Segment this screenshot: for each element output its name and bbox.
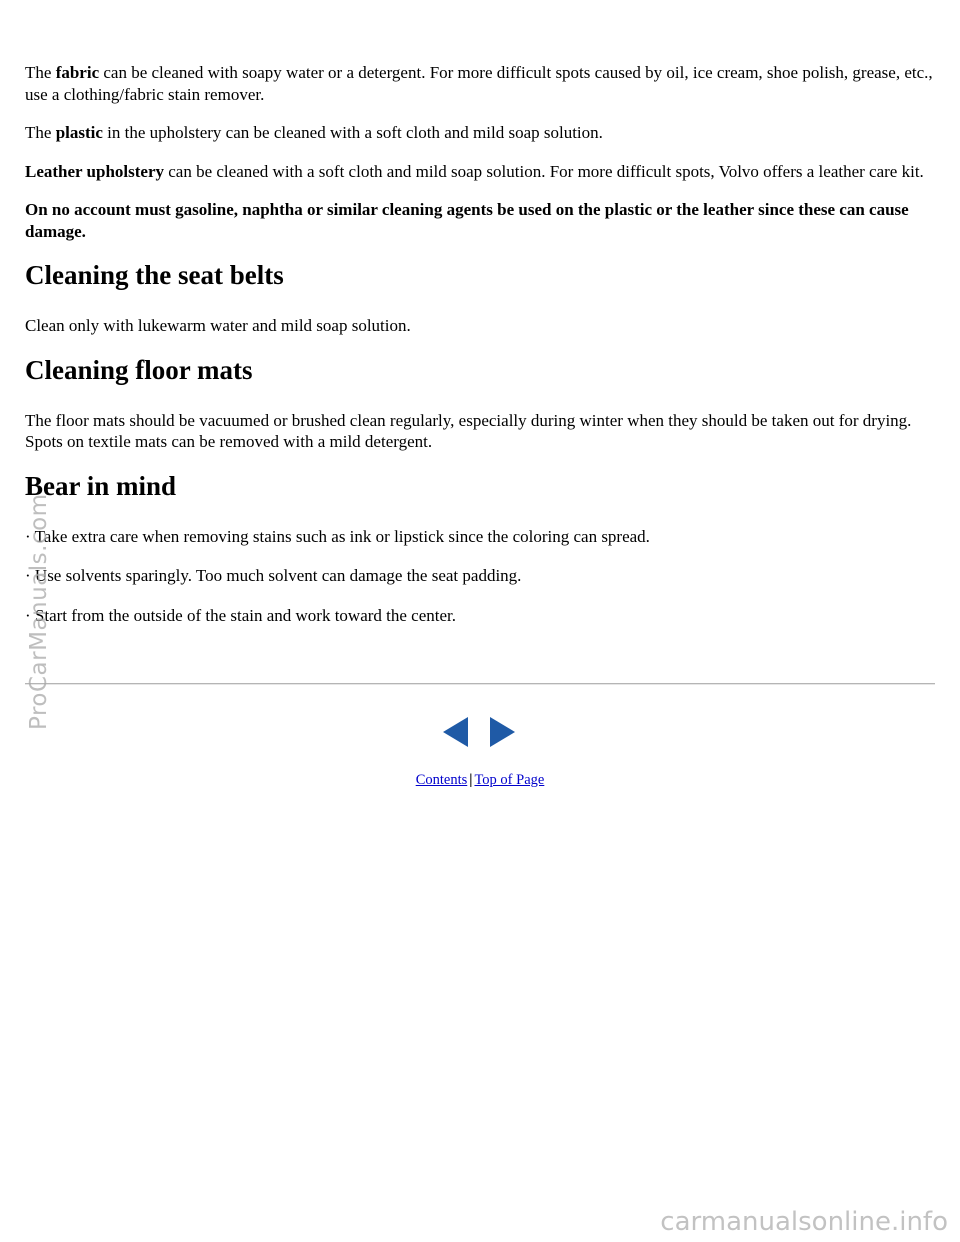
previous-page-button[interactable] — [443, 717, 469, 747]
arrow-left-shape — [443, 717, 468, 747]
floor-mats-heading: Cleaning floor mats — [25, 354, 253, 385]
floor-mats-body: The floor mats should be vacuumed or brushed clean regularly, especially during winter when they should be taken out for drying. Spots on textile mats can be removed with a mild detergent. — [25, 410, 912, 451]
footer-separator: | — [469, 772, 473, 788]
seat-belts-heading: Cleaning the seat belts — [25, 260, 284, 290]
plastic-term: plastic — [55, 123, 103, 142]
bullet-item: · Take extra care when removing stains such as ink or lipstick since the coloring can spread. — [25, 526, 650, 546]
fabric-prefix: The — [25, 63, 56, 82]
fabric-paragraph — [25, 62, 935, 105]
page-navigation — [443, 717, 515, 747]
divider — [25, 683, 935, 685]
bullet-item: · Start from the outside of the stain and work toward the center. — [25, 605, 457, 625]
contents-link[interactable]: Contents — [415, 772, 468, 788]
next-page-button[interactable] — [489, 717, 515, 747]
bottom-watermark: carmanualsonline.info — [660, 1207, 948, 1237]
side-watermark: ProCarManuals.com — [26, 493, 52, 730]
arrow-left-icon — [443, 717, 469, 747]
leather-text: can be cleaned with a soft cloth and mild soap solution. For more difficult spots, Volvo offers a leather care kit. — [164, 161, 924, 181]
fabric-text: can be cleaned with soapy water or a detergent. For more difficult spots caused by oil, ice cream, shoe polish, grease, etc., use a clothing/fabric stain remover. — [25, 63, 933, 104]
arrow-right-icon — [489, 717, 515, 747]
top-of-page-link[interactable]: Top of Page — [474, 772, 545, 788]
plastic-prefix: The — [25, 123, 56, 142]
plastic-text: in the upholstery can be cleaned with a soft cloth and mild soap solution. — [102, 123, 603, 142]
footer-links — [0, 772, 960, 789]
manual-page-content — [25, 62, 935, 644]
leather-paragraph — [25, 161, 935, 183]
seat-belts-body: Clean only with lukewarm water and mild soap solution. — [25, 316, 411, 335]
warning-paragraph: On no account must gasoline, naphtha or similar cleaning agents be used on the plastic or the leather since these can cause damage. — [25, 200, 909, 241]
plastic-paragraph — [25, 122, 935, 144]
bullet-item: · Use solvents sparingly. Too much solvent can damage the seat padding. — [25, 566, 522, 585]
fabric-term: fabric — [55, 63, 100, 82]
arrow-right-shape — [490, 717, 515, 747]
leather-term: Leather upholstery — [25, 161, 164, 181]
bear-in-mind-heading: Bear in mind — [25, 470, 177, 501]
